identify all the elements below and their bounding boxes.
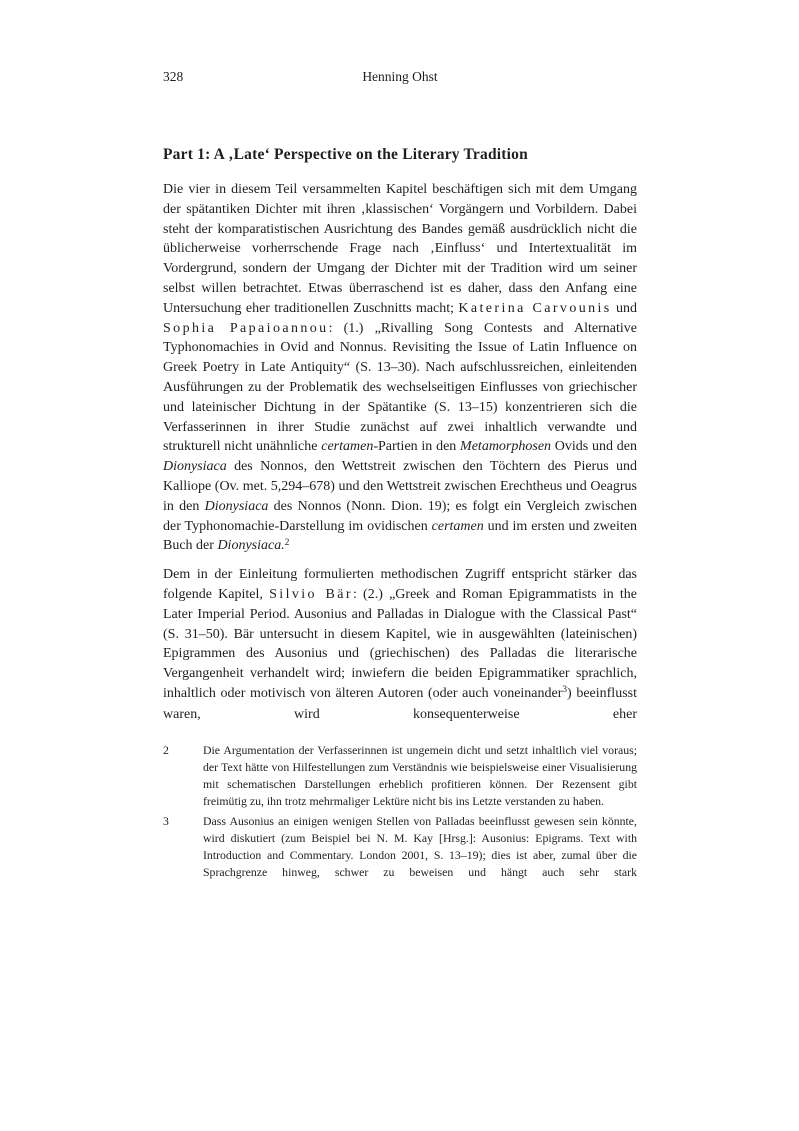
footnote-reference: 3	[562, 684, 568, 695]
body-paragraph	[163, 565, 637, 724]
running-header	[163, 68, 637, 85]
text-segment: Katerina Carvounis	[458, 300, 612, 316]
text-segment: Ovids und den	[551, 439, 637, 455]
text-segment: -Partien in den	[373, 439, 461, 455]
body-paragraph	[163, 180, 637, 557]
text-segment: certamen	[321, 439, 374, 455]
text-segment: Metamorphosen	[460, 439, 552, 455]
text-segment: Dionysiaca.	[217, 538, 285, 554]
footnotes-block	[163, 742, 637, 881]
text-segment: ) beeinflusst waren, wird konsequenterweise eher	[163, 685, 637, 722]
footnote	[163, 813, 637, 881]
footnote	[163, 742, 637, 810]
section-heading: Part 1: A ‚Late‘ Perspective on the Literary Tradition	[163, 146, 528, 163]
text-segment: : (1.) „Rivalling Song Contests and Alternative Typhonomachies in Ovid and Nonnus. Revisiting the Issue of Latin Influence on Greek Poetry in Late Antiquity“ (S. 13–30). Nach aufschlussreichen, einleitenden Ausführungen zu der Problematik des wechselseitigen Einflusses von griechischer und lateinischer Dichtung in der Spätantike (S. 13–15) konzentrieren sich die Verfasserinnen in ihrer Studie zunächst auf zwei inhaltlich verwandte und strukturell nicht unähnliche	[163, 320, 637, 455]
text-segment: Sophia Papaioannou	[163, 320, 329, 336]
footnote-reference: 2	[284, 536, 290, 547]
running-head-author: Henning Ohst	[362, 69, 438, 84]
text-segment: Die vier in diesem Teil versammelten Kapitel beschäftigen sich mit dem Umgang der spätantiken Dichter mit ihren ‚klassischen‘ Vorgängern und Vorbildern. Dabei steht der komparatistischen Ausrichtung des Bandes gemäß ausdrücklich nicht die üblicherweise vorherrschende Frage nach ‚Einfluss‘ und Intertextualität im Vordergrund, sondern der Umgang der Dichter mit der Tradition wird um seiner selbst willen betrachtet. Etwas überraschend ist es daher, dass den Anfang eine Untersuchung eher traditionellen Zuschnitts macht;	[163, 182, 637, 316]
footnote-marker: 3	[163, 813, 169, 828]
footnote-text: Die Argumentation der Verfasserinnen ist ungemein dicht und setzt inhaltlich viel voraus; der Text hätte von Hilfestellungen zum Verständnis wie beispielsweise einer Visualisierung mit schematischen Darstellungen erheblich profitieren können. Der Rezensent gibt freimütig zu, ihn trotz mehrmaliger Lektüre nicht bis ins Letzte verstanden zu haben.	[203, 742, 637, 808]
text-segment: des Nonnos, den Wettstreit zwischen den Töchtern des Pierus und Kalliope (Ov. met. 5,294–678) und den Wettstreit zwischen Erechtheus und Oeagrus in den	[163, 459, 637, 514]
text-segment: Dionysiaca	[204, 498, 269, 514]
text-segment: Dem in der Einleitung formulierten methodischen Zugriff entspricht stärker das folgende Kapitel,	[163, 567, 637, 602]
text-segment: Silvio Bär	[269, 586, 353, 602]
text-segment: certamen	[431, 518, 484, 534]
footnote-text: Dass Ausonius an einigen wenigen Stellen von Palladas beeinflusst gewesen sein könnte, wird diskutiert (zum Beispiel bei N. M. Kay [Hrsg.]: Ausonius: Epigrams. Text with Introduction and Commentary. London 2001, S. 13–19); dies ist aber, zumal über die Sprachgrenze hinweg, schwer zu beweisen und hängt auch sehr stark	[203, 813, 637, 879]
text-segment: : (2.) „Greek and Roman Epigrammatists in the Later Imperial Period. Ausonius and Palladas in Dialogue with the Classical Past“ (S. 31–50). Bär untersucht in diesem Kapitel, wie in ausgewählten (lateinischen) Epigrammen des Ausonius und (griechischen) des Palladas die literarische Vergangenheit verhandelt wird; inwiefern die beiden Epigrammatiker sprachlich, inhaltlich oder motivisch von älteren Autoren (oder auch voneinander	[163, 586, 638, 701]
text-segment: des Nonnos (Nonn. Dion. 19); es folgt ein Vergleich zwischen der Typhonomachie-Darstellung im ovidischen	[163, 498, 638, 534]
text-segment: und im ersten und zweiten Buch der	[163, 518, 637, 554]
text-column	[163, 68, 637, 881]
text-segment: Dionysiaca	[163, 459, 227, 475]
page-number: 328	[163, 69, 184, 84]
text-segment: und	[611, 300, 637, 316]
footnote-marker: 2	[163, 742, 169, 757]
